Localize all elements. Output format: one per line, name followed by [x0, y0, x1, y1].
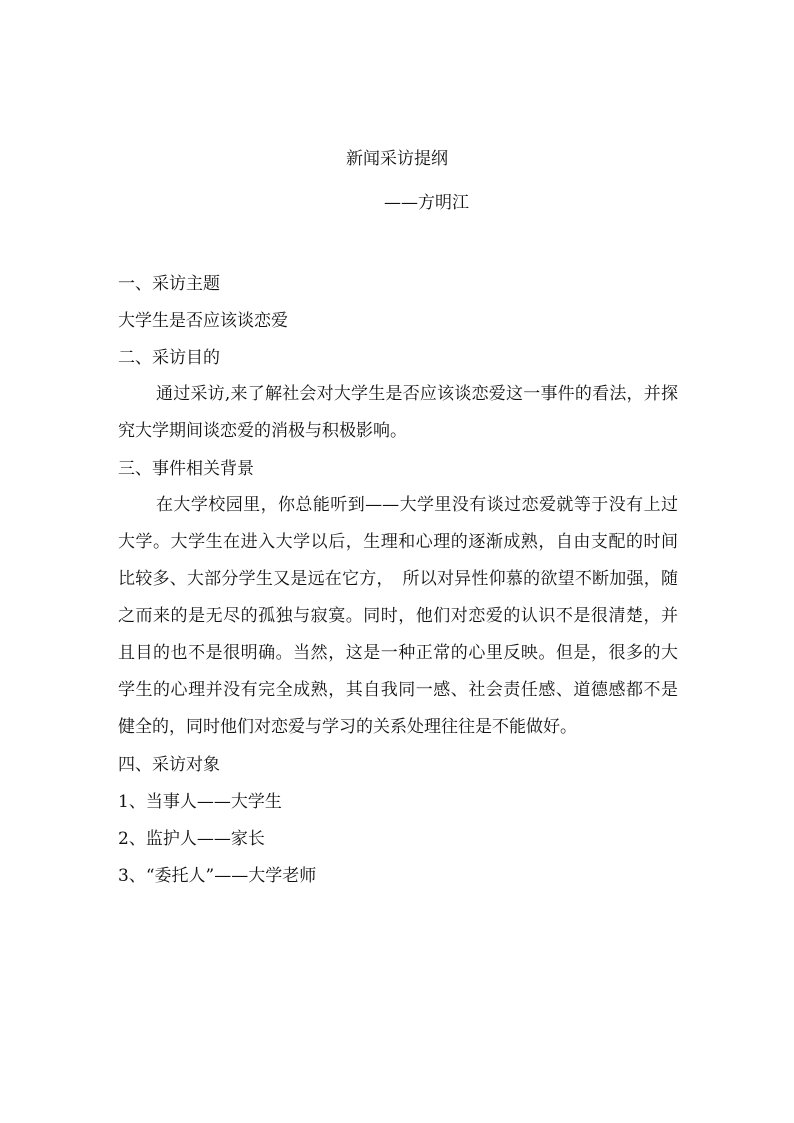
purpose-paragraph: 通过采访,来了解社会对大学生是否应该谈恋爱这一事件的看法，并探究大学期间谈恋爱的消极与积极影响。	[118, 384, 678, 441]
background-paragraph: 在大学校园里，你总能听到——大学里没有谈过恋爱就等于没有上过大学。大学生在进入大学以后，生理和心理的逐渐成熟，自由支配的时间比较多、大部分学生又是远在它方， 所以对异性仰慕的欲望不断加强，随之而来的是无尽的孤独与寂寞。同时，他们对恋爱的认识不是很清楚，并且目的也不是很明确。当然，这是一种正常的心里反映。但是，很多的大学生的心理并没有完全成熟，其自我同一感、社会责任感、道德感都不是健全的，同时他们对恋爱与学习的关系处理往往是不能做好。	[118, 495, 678, 737]
interviewee-item: 1、当事人——大学生	[118, 792, 282, 812]
document-title: 新闻采访提纲	[346, 149, 448, 169]
section-heading-purpose: 二、采访目的	[118, 348, 220, 368]
interviewee-item: 2、监护人——家长	[118, 829, 265, 849]
section-heading-interviewees: 四、采访对象	[118, 755, 220, 775]
document-body	[118, 272, 678, 901]
topic-text: 大学生是否应该谈恋爱	[118, 311, 288, 331]
interviewee-item: 3、“委托人”——大学老师	[118, 866, 317, 886]
section-heading-topic: 一、采访主题	[118, 274, 220, 294]
section-heading-background: 三、事件相关背景	[118, 459, 254, 479]
document-author: ——方明江	[384, 193, 469, 213]
